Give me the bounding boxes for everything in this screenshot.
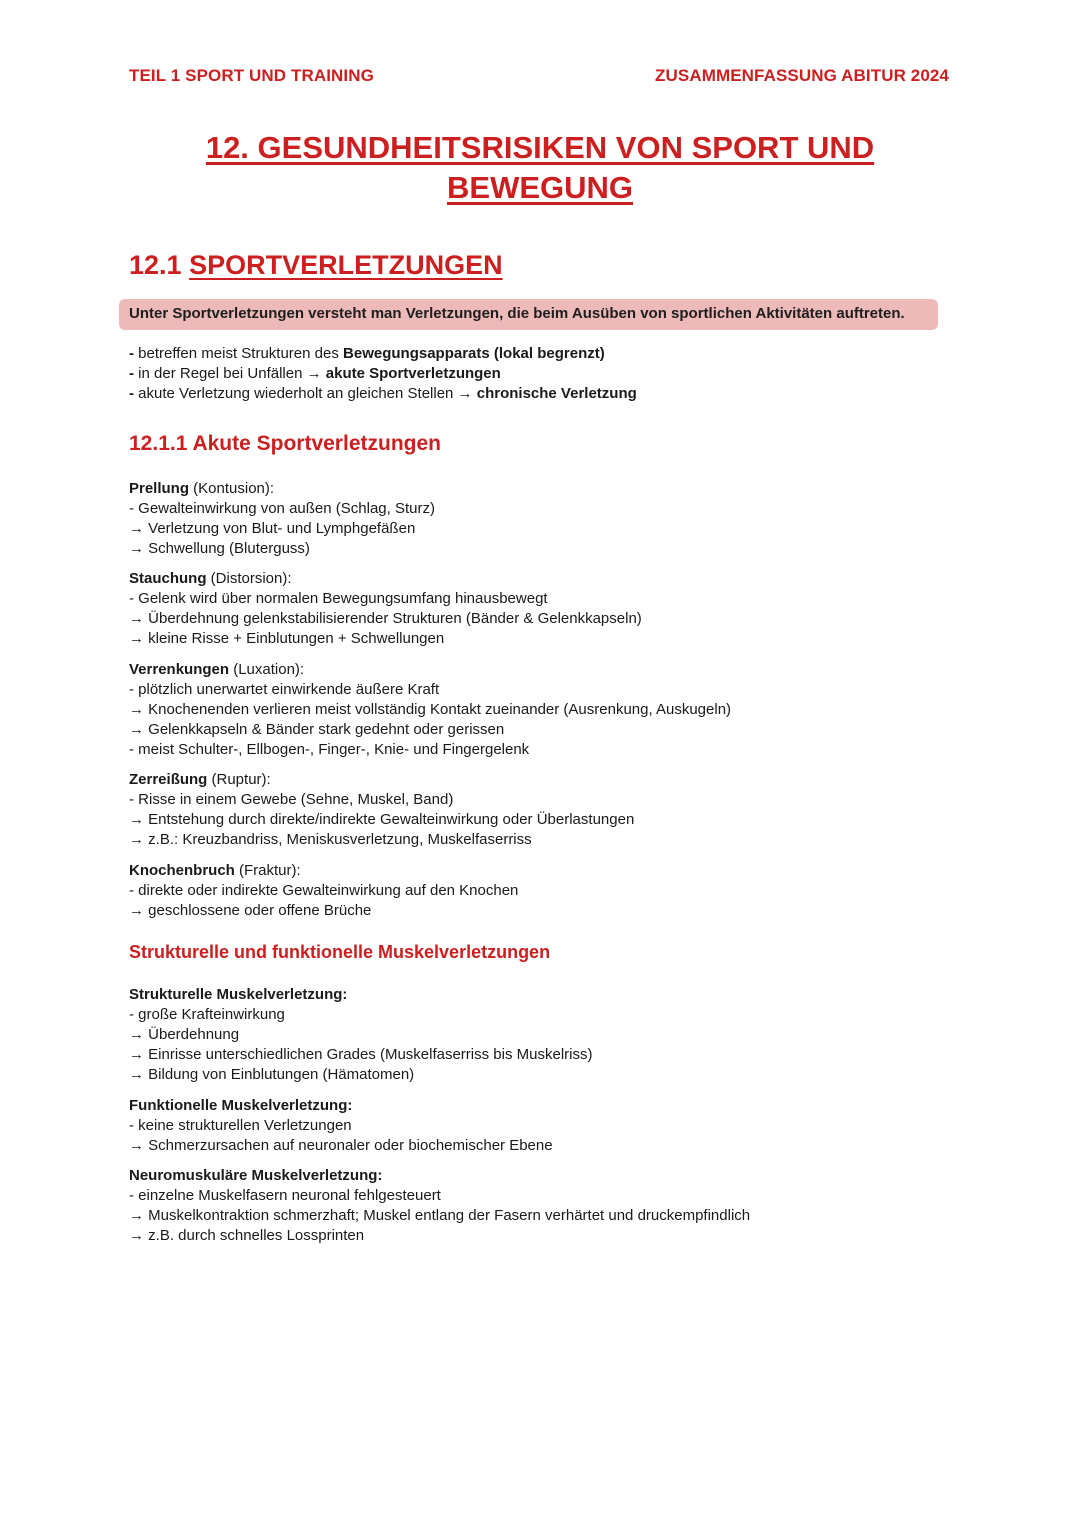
entry-term: Strukturelle Muskelverletzung:	[129, 986, 348, 1003]
entry-line: - große Krafteinwirkung	[129, 1006, 285, 1023]
entry-line: → Bildung von Einblutungen (Hämatomen)	[129, 1066, 415, 1083]
page-title	[150, 128, 930, 208]
entry-line: → Knochenenden verlieren meist vollständig Kontakt zueinander (Ausrenkung, Auskugeln)	[129, 701, 732, 718]
entry-line: → Einrisse unterschiedlichen Grades (Muskelfaserriss bis Muskelriss)	[129, 1046, 593, 1063]
entry-line: → Schmerzursachen auf neuronaler oder biochemischer Ebene	[129, 1137, 553, 1154]
header-left: TEIL 1 SPORT UND TRAINING	[129, 66, 374, 85]
entry-prellung: Prellung (Kontusion): - Gewalteinwirkung von außen (Schlag, Sturz) → Verletzung von Blut- und Lymphgefäßen → Schwellung (Bluterguss)	[129, 480, 435, 557]
entry-line: - Risse in einem Gewebe (Sehne, Muskel, Band)	[129, 791, 454, 808]
section-heading	[129, 250, 503, 281]
entry-funktionelle	[129, 1096, 553, 1156]
entry-neuromuskulaere	[129, 1166, 750, 1246]
entry-line: → Muskelkontraktion schmerzhaft; Muskel entlang der Fasern verhärtet und druckempfindlich	[129, 1207, 751, 1224]
entry-term: Zerreißung	[129, 771, 208, 788]
entry-line: - einzelne Muskelfasern neuronal fehlgesteuert	[129, 1187, 441, 1204]
entry-verrenkungen: Verrenkungen (Luxation): - plötzlich unerwartet einwirkende äußere Kraft → Knochenenden verlieren meist vollständig Kontakt zueinander (Ausrenkung, Auskugeln) → Gelenkkapseln & Bänder stark gedehnt oder gerissen - meist Schulter-, Ellbogen-, Finger-, Knie- und Fingergelenk	[129, 661, 732, 758]
entry-line: → Überdehnung gelenkstabilisierender Strukturen (Bänder & Gelenkkapseln)	[129, 610, 642, 627]
entry-line: → z.B.: Kreuzbandriss, Meniskusverletzung, Muskelfaserriss	[129, 831, 532, 848]
acute-heading: 12.1.1 Akute Sportverletzungen	[129, 432, 441, 455]
entry-line: - keine strukturellen Verletzungen	[129, 1117, 352, 1134]
entry-line: → Entstehung durch direkte/indirekte Gewalteinwirkung oder Überlastungen	[129, 811, 635, 828]
entry-term: Prellung	[129, 480, 190, 497]
page-title-line2: BEWEGUNG	[447, 170, 633, 205]
muscle-heading: Strukturelle und funktionelle Muskelverletzungen	[129, 942, 551, 962]
section-name: SPORTVERLETZUNGEN	[189, 250, 503, 280]
point-item: - in der Regel bei Unfällen → akute Sportverletzungen	[129, 365, 501, 382]
header-right: ZUSAMMENFASSUNG ABITUR 2024	[655, 66, 949, 85]
entry-line: → kleine Risse + Einblutungen + Schwellungen	[129, 630, 445, 647]
entry-line: → z.B. durch schnelles Lossprinten	[129, 1227, 365, 1244]
entry-line: - meist Schulter-, Ellbogen-, Finger-, Knie- und Fingergelenk	[129, 741, 530, 758]
entry-term: Verrenkungen	[129, 661, 230, 678]
entry-line: → Verletzung von Blut- und Lymphgefäßen	[129, 520, 416, 537]
entry-term: Stauchung	[129, 570, 207, 587]
entry-zerreissung: Zerreißung (Ruptur): - Risse in einem Gewebe (Sehne, Muskel, Band) → Entstehung durch direkte/indirekte Gewalteinwirkung oder Überlastungen → z.B.: Kreuzbandriss, Meniskusverletzung, Muskelfaserriss	[129, 771, 635, 848]
definition-box: Unter Sportverletzungen versteht man Verletzungen, die beim Ausüben von sportlichen Aktivitäten auftreten.	[119, 299, 938, 330]
point-item: - akute Verletzung wiederholt an gleichen Stellen → chronische Verletzung	[129, 385, 637, 402]
entry-stauchung: Stauchung (Distorsion): - Gelenk wird über normalen Bewegungsumfang hinausbewegt → Überdehnung gelenkstabilisierender Strukturen (Bänder & Gelenkkapseln) → kleine Risse + Einblutungen + Schwellungen	[129, 570, 642, 647]
section-number: 12.1	[129, 250, 182, 280]
entry-line: → Schwellung (Bluterguss)	[129, 540, 310, 557]
entry-line: - Gewalteinwirkung von außen (Schlag, Sturz)	[129, 500, 435, 517]
entry-line: → Gelenkkapseln & Bänder stark gedehnt oder gerissen	[129, 721, 505, 738]
entry-line: - direkte oder indirekte Gewalteinwirkung auf den Knochen	[129, 882, 519, 899]
entry-term: Funktionelle Muskelverletzung:	[129, 1097, 353, 1114]
page-title-line1: 12. GESUNDHEITSRISIKEN VON SPORT UND	[205, 130, 875, 165]
entry-knochenbruch: Knochenbruch (Fraktur): - direkte oder indirekte Gewalteinwirkung auf den Knochen → geschlossene oder offene Brüche	[129, 862, 519, 919]
entry-term: Neuromuskuläre Muskelverletzung:	[129, 1167, 383, 1184]
entry-line: - Gelenk wird über normalen Bewegungsumfang hinausbewegt	[129, 590, 548, 607]
entry-line: → geschlossene oder offene Brüche	[129, 902, 372, 919]
entry-line: - plötzlich unerwartet einwirkende äußere Kraft	[129, 681, 440, 698]
section-points	[129, 344, 637, 404]
entry-line: → Überdehnung	[129, 1026, 240, 1043]
entry-term: Knochenbruch	[129, 862, 235, 879]
point-item: - betreffen meist Strukturen des Bewegungsapparats (lokal begrenzt)	[129, 345, 605, 362]
entry-strukturelle	[129, 985, 592, 1085]
